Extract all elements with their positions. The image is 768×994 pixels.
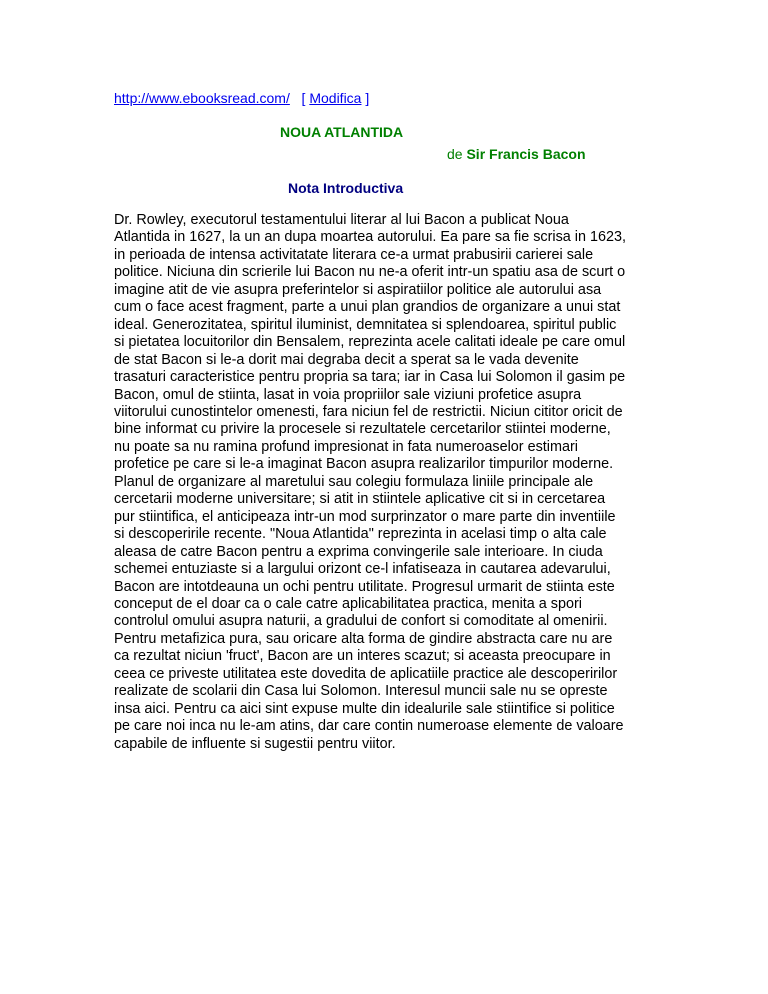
body-line: trasaturi caracteristice pentru propria sa tara; iar in Casa lui Solomon il gasim pe (114, 369, 626, 386)
body-line: insa aici. Pentru ca aici sint expuse multe din idealurile sale stiintifice si politice (114, 700, 615, 717)
edit-link[interactable]: Modifica (309, 90, 362, 106)
body-line: Pentru metafizica pura, sau oricare alta forma de gindire abstracta care nu are (114, 630, 613, 647)
header-links (114, 90, 369, 106)
body-line: viitorului cunostintelor omenesti, fara niciun fel de restrictii. Niciun cititor oricit de (114, 403, 623, 420)
body-line: aleasa de catre Bacon pentru a exprima convingerile sale interioare. In ciuda (114, 543, 603, 560)
body-line: bine informat cu privire la procesele si rezultatele cercetarilor stiintei moderne, (114, 421, 611, 438)
body-line: cercetarii moderne universitare; si atit in stiintele aplicative cit si in cercetarea (114, 491, 606, 508)
bracket-close: ] (365, 90, 370, 106)
bracket-open: [ (301, 90, 306, 106)
body-line: si pietatea locuitorilor din Bensalem, reprezinta acele calitati ideale pe care omul (114, 334, 626, 351)
body-line: pe care noi inca nu le-am atins, dar care contin numeroase elemente de valoare (114, 718, 624, 735)
body-line: capabile de influente si sugestii pentru viitor. (114, 735, 396, 752)
body-line: cum o face acest fragment, parte a unui plan grandios de organizare a unui stat (114, 299, 621, 316)
body-line: in perioada de intensa activitatate literara ce-a urmat prabusirii carierei sale (114, 246, 594, 263)
body-line: Dr. Rowley, executorul testamentului literar al lui Bacon a publicat Noua (114, 212, 569, 228)
body-line: Bacon, omul de stiinta, lasat in voia propriilor sale viziuni profetice asupra (114, 386, 582, 403)
body-line: pur stiintifica, el anticipeaza intr-un mod surprinzator o mare parte din inventiile (114, 508, 616, 525)
body-line: ca rezultat niciun 'fruct', Bacon are un interes scazut; si aceasta preocupare in (114, 648, 611, 665)
body-paragraph (114, 212, 660, 753)
body-line: Bacon are intotdeauna un ochi pentru utilitate. Progresul urmarit de stiinta este (114, 578, 615, 595)
byline-prefix: de (447, 146, 463, 162)
body-line: profetice pe care si le-a imaginat Bacon asupra realizarilor timpurilor moderne. (114, 456, 614, 473)
section-subtitle: Nota Introductiva (288, 180, 404, 196)
body-line: nu poate sa nu ramina profund impresionat in fata numeroaselor estimari (114, 438, 578, 455)
document-title: NOUA ATLANTIDA (280, 124, 404, 140)
body-line: Planul de organizare al maretului sau colegiu formulaza liniile principale ale (114, 473, 594, 490)
byline (447, 146, 586, 162)
body-line: conceput de el doar ca o cale catre aplicabilitatea practica, menita a spori (114, 595, 582, 612)
body-line: controlul omului asupra naturii, a gradului de confort si comoditate al omenirii. (114, 613, 608, 630)
body-line: politice. Niciuna din scrierile lui Bacon nu ne-a oferit intr-un spatiu asa de scurt o (114, 264, 626, 281)
body-line: ceea ce priveste utilitatea este dovedita de aplicatiile practice ale descoperirilor (114, 665, 618, 682)
body-line: imagine atit de vie asupra preferintelor si aspiratiilor politice ale autorului asa (114, 281, 602, 298)
body-line: schemei entuziaste si a largului orizont ce-l infatiseaza in cautarea adevarului, (114, 561, 611, 578)
body-line: ideal. Generozitatea, spiritul iluminist, demnitatea si splendoarea, spiritul public (114, 316, 617, 333)
byline-author: Sir Francis Bacon (466, 146, 586, 162)
body-line: Atlantida in 1627, la un an dupa moartea autorului. Ea pare sa fie scrisa in 1623, (114, 229, 626, 246)
body-line: si descoperirile recente. "Noua Atlantida" reprezinta in acelasi timp o alta cale (114, 526, 607, 543)
body-line: realizate de scolarii din Casa lui Solomon. Interesul muncii sale nu se opreste (114, 683, 608, 700)
source-url-link[interactable]: http://www.ebooksread.com/ (114, 90, 290, 106)
body-line: de stat Bacon si le-a dorit mai degraba decit a sperat sa le vada devenite (114, 351, 579, 368)
